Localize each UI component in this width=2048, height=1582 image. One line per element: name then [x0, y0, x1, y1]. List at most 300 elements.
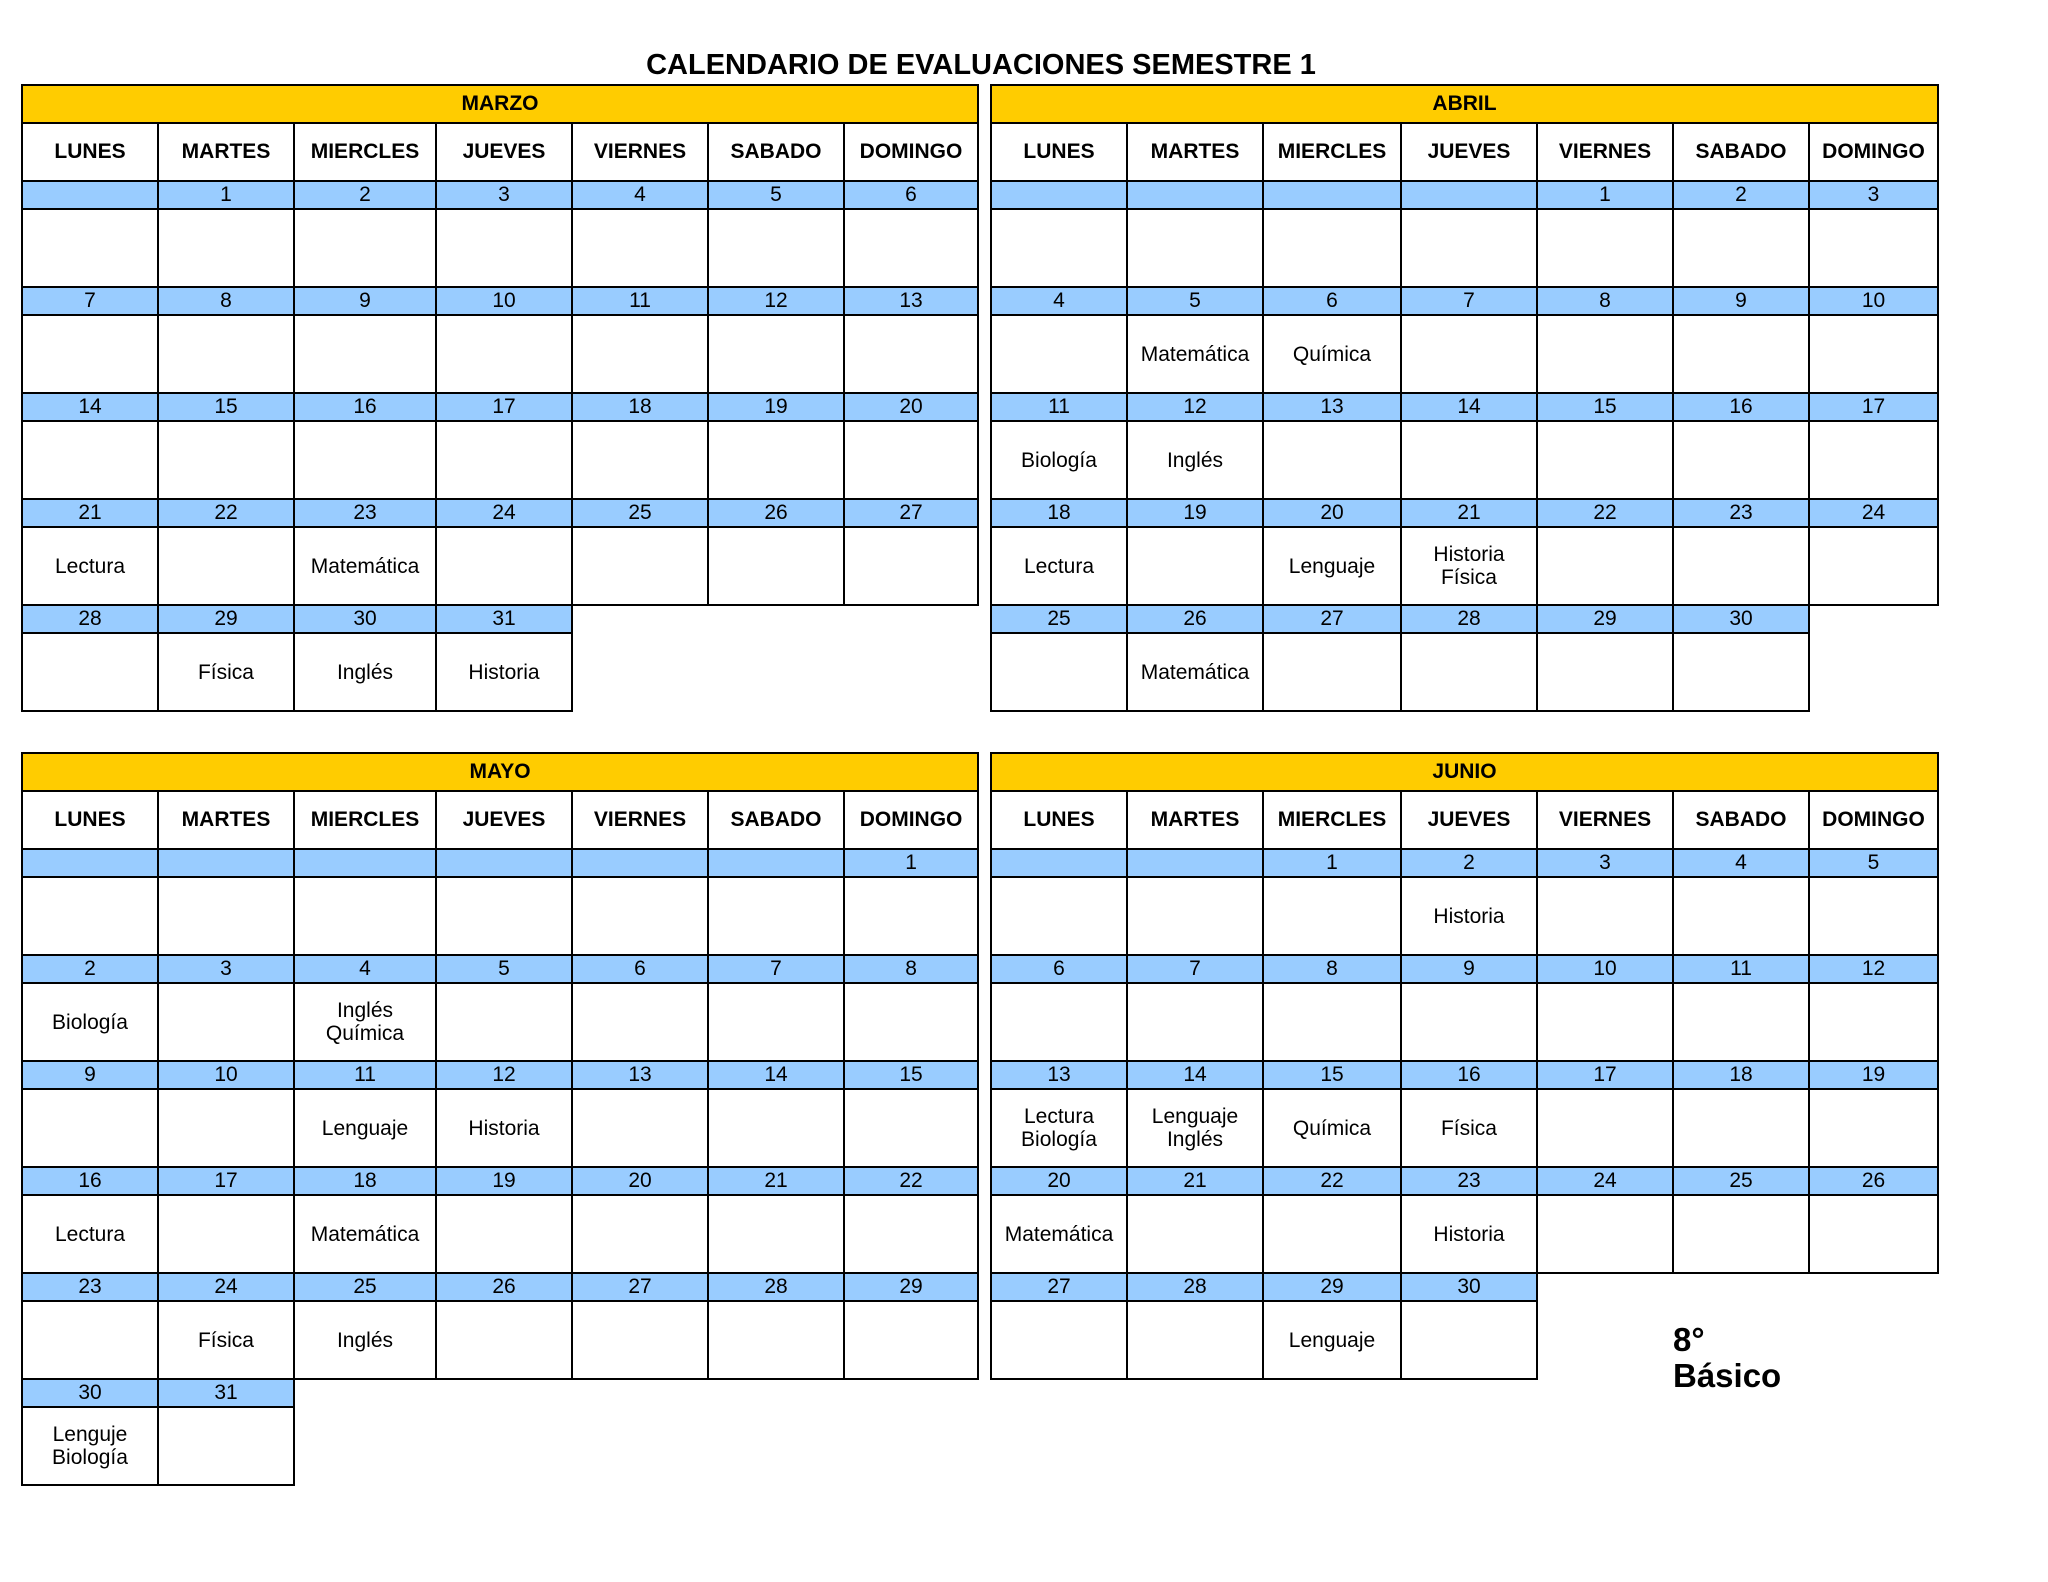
weekday-header: MIERCLES [294, 791, 436, 849]
day-event [572, 315, 708, 393]
day-event [1127, 527, 1263, 605]
weekday-header: SABADO [1673, 791, 1809, 849]
weekday-header: JUEVES [1401, 123, 1537, 181]
day-event [572, 209, 708, 287]
day-event [294, 315, 436, 393]
day-number: 9 [1673, 287, 1809, 315]
day-number: 8 [844, 955, 978, 983]
day-number [22, 181, 158, 209]
day-event: Química [1263, 1089, 1401, 1167]
day-event [1263, 421, 1401, 499]
day-number: 21 [1401, 499, 1537, 527]
day-number: 19 [1127, 499, 1263, 527]
day-event [436, 983, 572, 1061]
day-number: 14 [1127, 1061, 1263, 1089]
day-event: Química [1263, 315, 1401, 393]
day-event [1673, 315, 1809, 393]
day-event [158, 421, 294, 499]
day-event [844, 877, 978, 955]
day-number: 6 [844, 181, 978, 209]
day-event [1537, 1195, 1673, 1273]
day-number: 30 [1673, 605, 1809, 633]
day-event: Historia [436, 633, 572, 711]
day-number: 27 [572, 1273, 708, 1301]
day-number: 25 [991, 605, 1127, 633]
day-number: 6 [991, 955, 1127, 983]
day-event [708, 527, 844, 605]
day-number [1401, 181, 1537, 209]
empty-cell [572, 1379, 708, 1407]
day-event [844, 1089, 978, 1167]
day-event [158, 983, 294, 1061]
day-event [1809, 983, 1938, 1061]
day-number: 25 [1673, 1167, 1809, 1195]
day-number: 15 [1537, 393, 1673, 421]
day-event [844, 527, 978, 605]
empty-cell [708, 1379, 844, 1407]
day-event [158, 1089, 294, 1167]
day-event [436, 209, 572, 287]
day-number [991, 849, 1127, 877]
day-number: 8 [1537, 287, 1673, 315]
day-number: 11 [1673, 955, 1809, 983]
day-number: 29 [158, 605, 294, 633]
day-event [1537, 527, 1673, 605]
day-event [572, 421, 708, 499]
grade-label [1673, 1322, 1781, 1394]
day-number: 23 [1673, 499, 1809, 527]
day-number: 24 [1537, 1167, 1673, 1195]
weekday-header: DOMINGO [844, 791, 978, 849]
day-event [1127, 983, 1263, 1061]
day-event [1537, 1089, 1673, 1167]
day-number: 28 [22, 605, 158, 633]
day-number: 27 [1263, 605, 1401, 633]
day-event [708, 1089, 844, 1167]
day-event [1673, 1089, 1809, 1167]
empty-cell [1537, 1301, 1673, 1379]
day-event [436, 877, 572, 955]
day-event [1401, 633, 1537, 711]
day-number [158, 849, 294, 877]
day-event [991, 983, 1127, 1061]
empty-cell [1673, 1273, 1809, 1301]
day-number: 6 [1263, 287, 1401, 315]
day-event [1537, 633, 1673, 711]
day-number: 15 [844, 1061, 978, 1089]
month-name: MAYO [22, 753, 978, 791]
day-number: 26 [708, 499, 844, 527]
day-event [844, 209, 978, 287]
day-event [844, 315, 978, 393]
day-event: Matemática [294, 1195, 436, 1273]
day-number: 7 [22, 287, 158, 315]
month-table [21, 84, 979, 712]
day-number: 24 [1809, 499, 1938, 527]
day-event [1263, 983, 1401, 1061]
weekday-header: VIERNES [572, 791, 708, 849]
day-number: 29 [1263, 1273, 1401, 1301]
empty-cell [1809, 605, 1938, 633]
day-event: Lectura [22, 1195, 158, 1273]
day-event: Lectura [991, 527, 1127, 605]
day-number: 24 [436, 499, 572, 527]
day-number: 7 [708, 955, 844, 983]
day-event: Historia [1401, 1195, 1537, 1273]
day-number: 14 [22, 393, 158, 421]
day-event: Inglés Química [294, 983, 436, 1061]
day-number: 11 [572, 287, 708, 315]
day-number: 22 [844, 1167, 978, 1195]
day-event [22, 421, 158, 499]
day-event [572, 527, 708, 605]
month-calendar-junio [990, 752, 1937, 1380]
empty-cell [572, 605, 708, 633]
day-event [1809, 877, 1938, 955]
day-event: Inglés [1127, 421, 1263, 499]
day-number: 12 [708, 287, 844, 315]
day-number: 21 [22, 499, 158, 527]
weekday-header: DOMINGO [1809, 123, 1938, 181]
day-number: 17 [158, 1167, 294, 1195]
weekday-header: LUNES [991, 123, 1127, 181]
day-number: 22 [1537, 499, 1673, 527]
day-event: Lectura [22, 527, 158, 605]
empty-cell [1809, 1301, 1938, 1379]
day-number: 17 [1809, 393, 1938, 421]
day-event: Matemática [294, 527, 436, 605]
day-number: 13 [991, 1061, 1127, 1089]
day-event [708, 421, 844, 499]
day-event [158, 1195, 294, 1273]
day-number: 3 [158, 955, 294, 983]
day-number: 28 [1127, 1273, 1263, 1301]
day-number: 12 [1127, 393, 1263, 421]
day-event [436, 527, 572, 605]
page-title: CALENDARIO DE EVALUACIONES SEMESTRE 1 [646, 49, 1316, 81]
day-number: 30 [22, 1379, 158, 1407]
weekday-header: SABADO [1673, 123, 1809, 181]
month-table [990, 752, 1939, 1380]
weekday-header: SABADO [708, 791, 844, 849]
empty-cell [1809, 1273, 1938, 1301]
weekday-header: MARTES [158, 123, 294, 181]
day-event [1673, 527, 1809, 605]
day-number: 4 [1673, 849, 1809, 877]
day-event: Lenguaje [1263, 527, 1401, 605]
empty-cell [708, 1407, 844, 1485]
day-event [844, 983, 978, 1061]
day-number [1263, 181, 1401, 209]
day-event [436, 421, 572, 499]
day-event: Matemática [1127, 633, 1263, 711]
day-number: 2 [22, 955, 158, 983]
month-table [990, 84, 1939, 712]
day-event [572, 1089, 708, 1167]
empty-cell [844, 605, 978, 633]
day-event: Historia [436, 1089, 572, 1167]
day-number: 18 [991, 499, 1127, 527]
day-event [1263, 633, 1401, 711]
day-event [708, 1301, 844, 1379]
day-number: 14 [708, 1061, 844, 1089]
day-event: Biología [991, 421, 1127, 499]
day-event [1401, 209, 1537, 287]
weekday-header: DOMINGO [1809, 791, 1938, 849]
day-number: 2 [294, 181, 436, 209]
day-number: 15 [158, 393, 294, 421]
day-number: 19 [708, 393, 844, 421]
day-event: Lectura Biología [991, 1089, 1127, 1167]
day-event: Biología [22, 983, 158, 1061]
day-event: Matemática [991, 1195, 1127, 1273]
weekday-header: MIERCLES [1263, 791, 1401, 849]
weekday-header: DOMINGO [844, 123, 978, 181]
day-number: 25 [572, 499, 708, 527]
day-event [991, 1301, 1127, 1379]
day-event [1401, 315, 1537, 393]
day-event [1673, 633, 1809, 711]
day-event [991, 315, 1127, 393]
day-number [708, 849, 844, 877]
day-number: 1 [1537, 181, 1673, 209]
day-event [1401, 983, 1537, 1061]
day-number: 10 [436, 287, 572, 315]
day-number: 23 [1401, 1167, 1537, 1195]
day-event [158, 877, 294, 955]
day-number: 9 [22, 1061, 158, 1089]
day-number: 8 [1263, 955, 1401, 983]
month-name: MARZO [22, 85, 978, 123]
day-number: 26 [436, 1273, 572, 1301]
month-name: ABRIL [991, 85, 1938, 123]
day-event [572, 877, 708, 955]
day-number: 21 [1127, 1167, 1263, 1195]
day-number: 11 [294, 1061, 436, 1089]
weekday-header: LUNES [991, 791, 1127, 849]
day-event [708, 315, 844, 393]
day-number [991, 181, 1127, 209]
empty-cell [1809, 633, 1938, 711]
day-event [1809, 1195, 1938, 1273]
weekday-header: LUNES [22, 791, 158, 849]
day-event [158, 209, 294, 287]
day-number: 4 [991, 287, 1127, 315]
day-event: Lenguaje [294, 1089, 436, 1167]
empty-cell [708, 605, 844, 633]
day-event [22, 1089, 158, 1167]
day-event: Inglés [294, 633, 436, 711]
day-number [294, 849, 436, 877]
day-event [572, 1195, 708, 1273]
day-number: 9 [294, 287, 436, 315]
day-number: 20 [572, 1167, 708, 1195]
day-number: 5 [708, 181, 844, 209]
month-name: JUNIO [991, 753, 1938, 791]
weekday-header: MIERCLES [1263, 123, 1401, 181]
day-event [1673, 209, 1809, 287]
day-event [708, 877, 844, 955]
day-number: 4 [294, 955, 436, 983]
day-event [22, 633, 158, 711]
day-number: 29 [1537, 605, 1673, 633]
day-number: 13 [1263, 393, 1401, 421]
day-number: 11 [991, 393, 1127, 421]
day-event [158, 527, 294, 605]
day-event [708, 209, 844, 287]
day-number: 9 [1401, 955, 1537, 983]
day-event [1537, 315, 1673, 393]
day-event [1537, 209, 1673, 287]
day-event [1809, 209, 1938, 287]
day-number: 25 [294, 1273, 436, 1301]
weekday-header: MARTES [1127, 123, 1263, 181]
weekday-header: SABADO [708, 123, 844, 181]
weekday-header: JUEVES [436, 123, 572, 181]
day-event [1401, 421, 1537, 499]
day-number: 30 [294, 605, 436, 633]
month-calendar-marzo [21, 84, 977, 712]
day-number: 5 [1127, 287, 1263, 315]
grade-number: 8° [1673, 1321, 1705, 1358]
day-event [991, 633, 1127, 711]
day-event: Física [158, 633, 294, 711]
grade-level: Básico [1673, 1357, 1782, 1394]
day-number: 2 [1673, 181, 1809, 209]
day-event [1263, 877, 1401, 955]
day-event [572, 1301, 708, 1379]
day-number: 23 [22, 1273, 158, 1301]
day-event [1809, 315, 1938, 393]
day-number: 17 [436, 393, 572, 421]
day-event [991, 209, 1127, 287]
empty-cell [708, 633, 844, 711]
empty-cell [572, 1407, 708, 1485]
day-number: 21 [708, 1167, 844, 1195]
day-event [1401, 1301, 1537, 1379]
day-event: Matemática [1127, 315, 1263, 393]
empty-cell [436, 1379, 572, 1407]
day-number: 22 [1263, 1167, 1401, 1195]
day-event [22, 877, 158, 955]
day-number [1127, 181, 1263, 209]
day-number: 26 [1127, 605, 1263, 633]
day-number: 2 [1401, 849, 1537, 877]
day-number: 16 [294, 393, 436, 421]
day-event [1537, 877, 1673, 955]
day-number: 7 [1401, 287, 1537, 315]
day-number: 16 [1673, 393, 1809, 421]
day-number: 5 [1809, 849, 1938, 877]
day-event [1809, 421, 1938, 499]
day-event: Lenguje Biología [22, 1407, 158, 1485]
day-number: 18 [1673, 1061, 1809, 1089]
day-number: 18 [294, 1167, 436, 1195]
day-number: 10 [158, 1061, 294, 1089]
weekday-header: MARTES [158, 791, 294, 849]
day-event [1673, 983, 1809, 1061]
day-number [572, 849, 708, 877]
empty-cell [294, 1379, 436, 1407]
day-number: 16 [1401, 1061, 1537, 1089]
day-event [1127, 209, 1263, 287]
weekday-header: JUEVES [1401, 791, 1537, 849]
day-number: 4 [572, 181, 708, 209]
day-number: 13 [844, 287, 978, 315]
day-number: 17 [1537, 1061, 1673, 1089]
day-event [158, 1407, 294, 1485]
day-event: Inglés [294, 1301, 436, 1379]
day-number: 30 [1401, 1273, 1537, 1301]
day-number: 28 [708, 1273, 844, 1301]
day-number: 18 [572, 393, 708, 421]
day-number: 1 [158, 181, 294, 209]
day-event [1673, 877, 1809, 955]
day-number: 3 [436, 181, 572, 209]
day-event [1809, 1089, 1938, 1167]
day-number: 31 [436, 605, 572, 633]
day-number: 15 [1263, 1061, 1401, 1089]
day-event [708, 983, 844, 1061]
day-event: Física [158, 1301, 294, 1379]
day-event [158, 315, 294, 393]
day-event [1127, 1195, 1263, 1273]
day-event [844, 421, 978, 499]
day-event: Historia [1401, 877, 1537, 955]
day-number: 7 [1127, 955, 1263, 983]
empty-cell [1537, 1273, 1673, 1301]
day-number: 28 [1401, 605, 1537, 633]
day-event [436, 1195, 572, 1273]
day-event [436, 315, 572, 393]
day-number: 14 [1401, 393, 1537, 421]
day-number: 3 [1537, 849, 1673, 877]
day-number: 12 [436, 1061, 572, 1089]
day-number [1127, 849, 1263, 877]
day-event [1809, 527, 1938, 605]
day-number: 13 [572, 1061, 708, 1089]
day-number: 23 [294, 499, 436, 527]
day-number: 8 [158, 287, 294, 315]
day-event [844, 1195, 978, 1273]
weekday-header: MARTES [1127, 791, 1263, 849]
day-number: 12 [1809, 955, 1938, 983]
day-number: 29 [844, 1273, 978, 1301]
day-number: 16 [22, 1167, 158, 1195]
day-number: 10 [1809, 287, 1938, 315]
day-number: 27 [991, 1273, 1127, 1301]
day-event [436, 1301, 572, 1379]
day-event [1263, 209, 1401, 287]
day-number: 6 [572, 955, 708, 983]
day-event [294, 209, 436, 287]
day-event: Física [1401, 1089, 1537, 1167]
empty-cell [572, 633, 708, 711]
day-number: 22 [158, 499, 294, 527]
day-number: 31 [158, 1379, 294, 1407]
day-event [708, 1195, 844, 1273]
day-event [22, 209, 158, 287]
day-number [22, 849, 158, 877]
day-event [844, 1301, 978, 1379]
month-table [21, 752, 979, 1486]
day-event [1673, 421, 1809, 499]
weekday-header: LUNES [22, 123, 158, 181]
day-number: 10 [1537, 955, 1673, 983]
day-event [294, 877, 436, 955]
day-number: 1 [844, 849, 978, 877]
weekday-header: MIERCLES [294, 123, 436, 181]
